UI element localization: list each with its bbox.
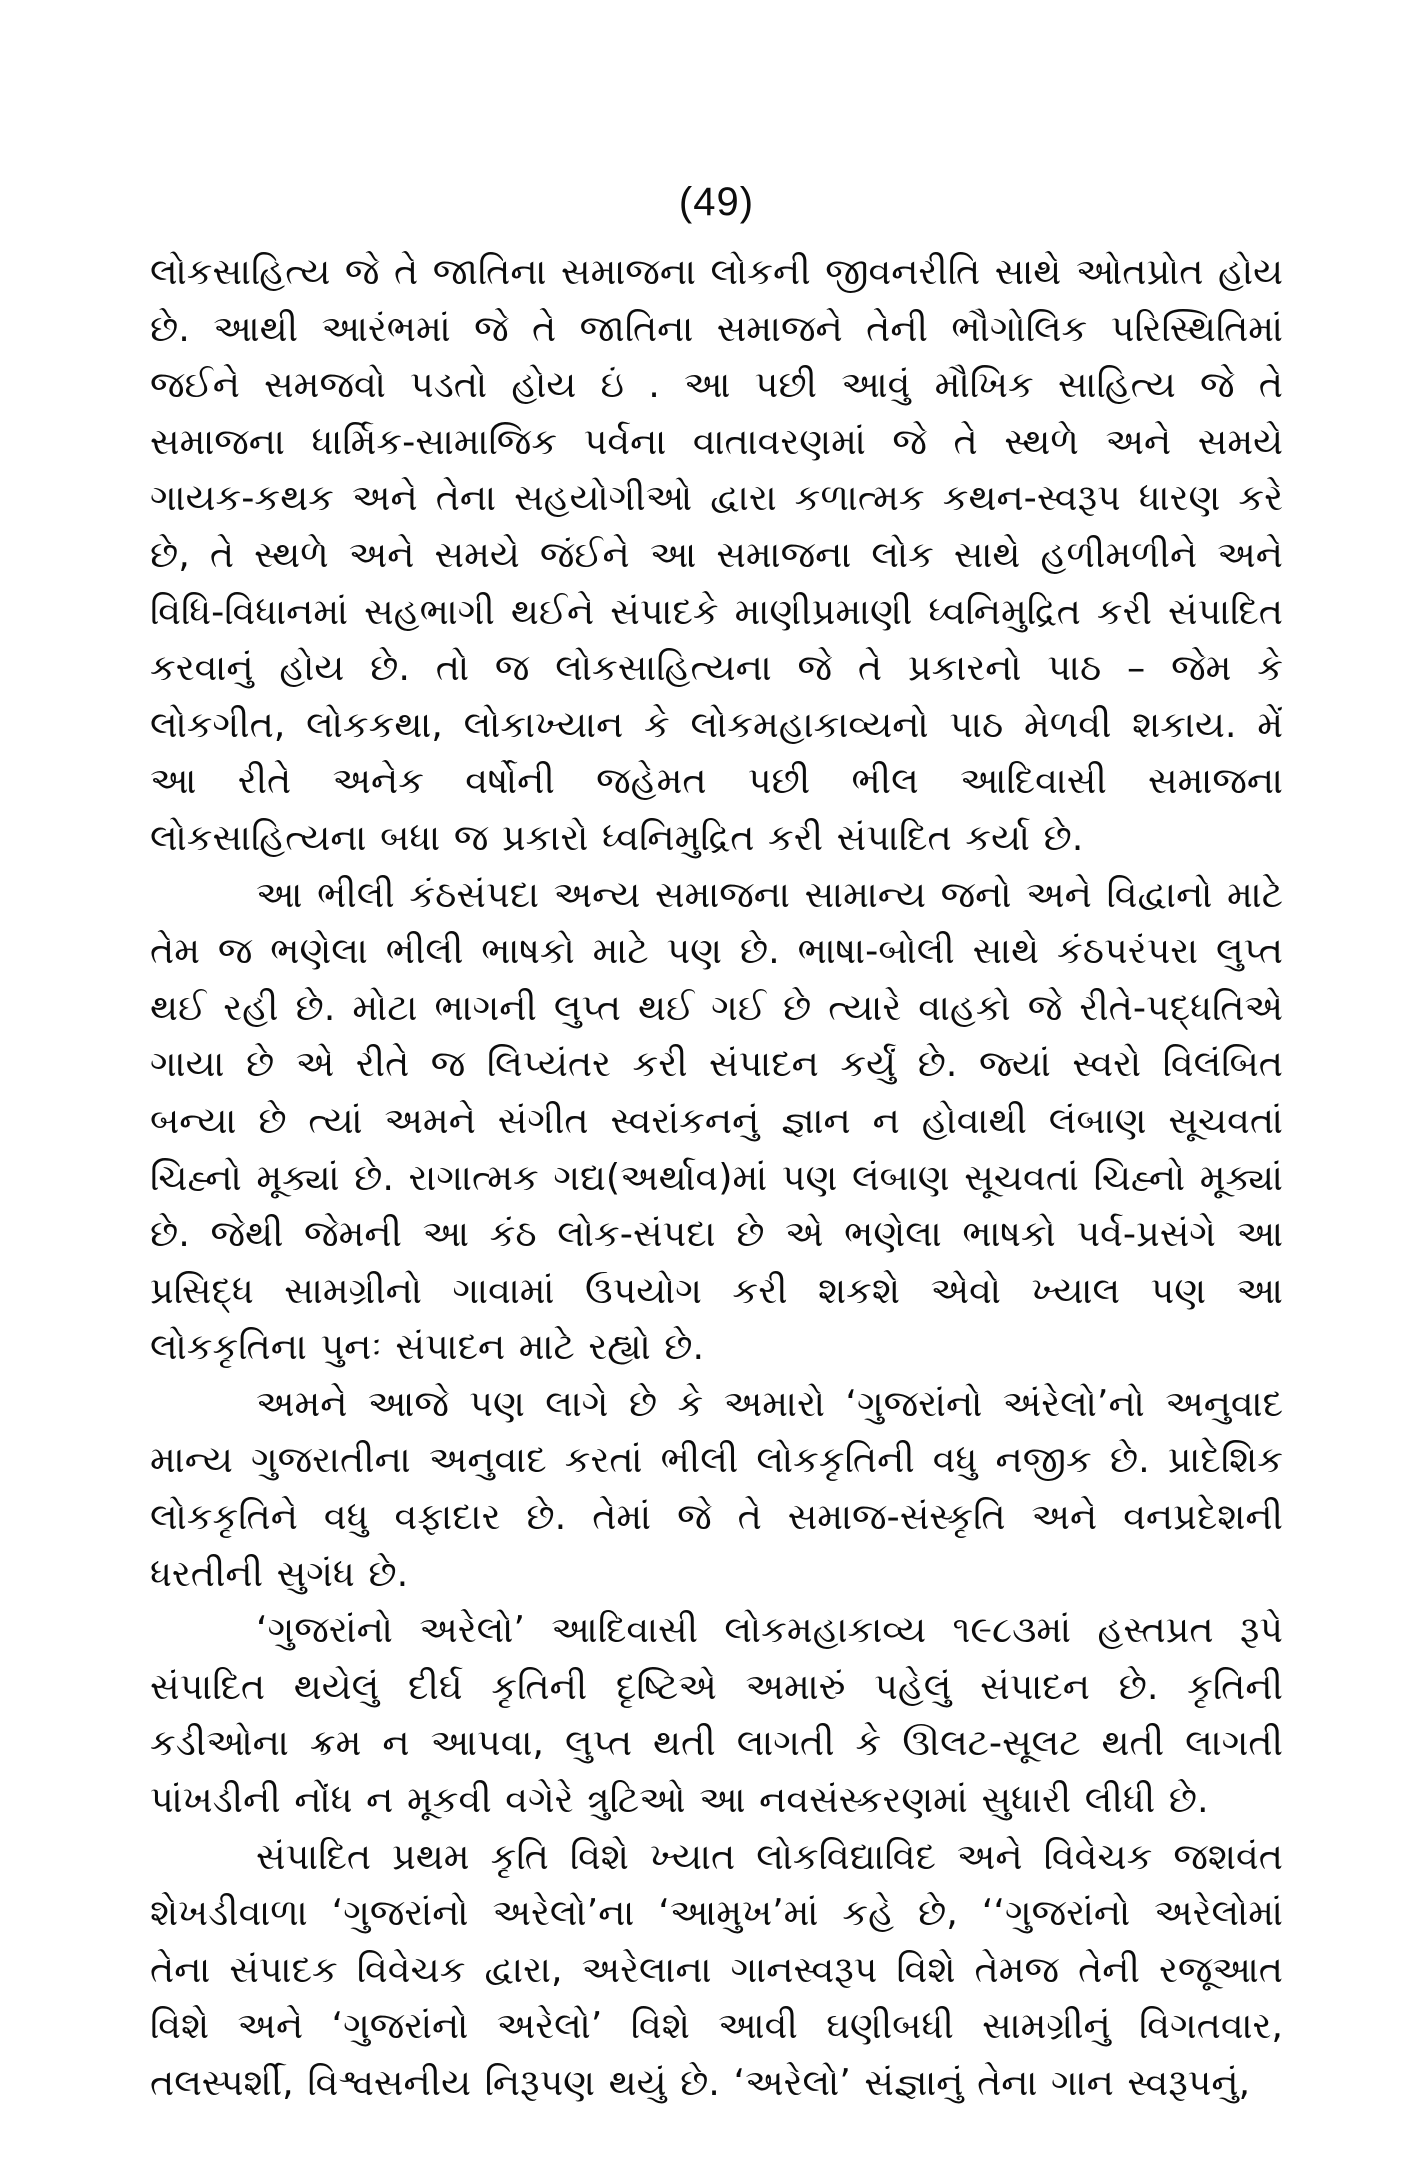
paragraph-2: આ ભીલી કંઠસંપદા અન્ય સમાજના સામાન્ય જનો અને વિદ્વાનો માટે તેમ જ ભણેલા ભીલી ભાષકો માટે પણ છે. ભાષા-બોલી સાથે કંઠપરંપરા લુપ્ત થઈ રહી છે. મોટા ભાગની લુપ્ત થઈ ગઈ છે ત્યારે વાહકો જે રીતે-પદ્ધતિએ ગાયા છે એ રીતે જ લિપ્યંતર કરી સંપાદન કર્યું છે. જ્યાં સ્વરો વિલંબિત બન્યા છે ત્યાં અમને સંગીત સ્વરાંકનનું જ્ઞાન ન હોવાથી લંબાણ સૂચવતાં ચિહ્નો મૂક્યાં છે. રાગાત્મક ગદ્ય(અર્થાવ)માં પણ લંબાણ સૂચવતાં ચિહ્નો મૂક્યાં છે. જેથી જેમની આ કંઠ લોક-સંપદા છે એ ભણેલા ભાષકો પર્વ-પ્રસંગે આ પ્રસિદ્ધ સામગ્રીનો ગાવામાં ઉપયોગ કરી શકશે એવો ખ્યાલ પણ આ લોકકૃતિના પુનઃ સંપાદન માટે રહ્યો છે. [150, 872, 1283, 1369]
paragraph-4: ‘ગુજરાંનો અરેલો’ આદિવાસી લોકમહાકાવ્ય ૧૯૮૩માં હસ્તપ્રત રૂપે સંપાદિત થયેલું દીર્ઘ કૃતિની દૃષ્ટિએ અમારું પહેલું સંપાદન છે. કૃતિની કડીઓના ક્રમ ન આપવા, લુપ્ત થતી લાગતી કે ઊલટ-સૂલટ થતી લાગતી પાંખડીની નોંધ ન મૂકવી વગેરે ત્રુટિઓ આ નવસંસ્કરણમાં સુધારી લીધી છે. [150, 1608, 1283, 1822]
page-number: (49) [678, 180, 755, 224]
paragraph-1: લોકસાહિત્ય જે તે જાતિના સમાજના લોકની જીવનરીતિ સાથે ઓતપ્રોત હોય છે. આથી આરંભમાં જે તે જાતિના સમાજને તેની ભૌગોલિક પરિસ્થિતિમાં જઈને સમજવો પડતો હોય ઇં . આ પછી આવું મૌખિક સાહિત્ય જે તે સમાજના ધાર્મિક-સામાજિક પર્વના વાતાવરણમાં જે તે સ્થળે અને સમયે ગાયક-કથક અને તેના સહયોગીઓ દ્વારા કળાત્મક કથન-સ્વરૂપ ધારણ કરે છે, તે સ્થળે અને સમયે જંઈને આ સમાજના લોક સાથે હળીમળીને અને વિધિ-વિધાનમાં સહભાગી થઈને સંપાદકે માણીપ્રમાણી ધ્વનિમુદ્રિત કરી સંપાદિત કરવાનું હોય છે. તો જ લોકસાહિત્યના જે તે પ્રકારનો પાઠ – જેમ કે લોકગીત, લોકકથા, લોકાખ્યાન કે લોકમહાકાવ્યનો પાઠ મેળવી શકાય. મેં આ રીતે અનેક વર્ષોની જહેમત પછી ભીલ આદિવાસી સમાજના લોકસાહિત્યના બધા જ પ્રકારો ધ્વનિમુદ્રિત કરી સંપાદિત કર્યા છે. [150, 250, 1283, 859]
document-page [150, 178, 1283, 2112]
paragraph-5: સંપાદિત પ્રથમ કૃતિ વિશે ખ્યાત લોકવિદ્યાવિદ અને વિવેચક જશવંત શેખડીવાળા ‘ગુજરાંનો અરેલો’ના ‘આમુખ’માં કહે છે, ‘‘ગુજરાંનો અરેલોમાં તેના સંપાદક વિવેચક દ્વારા, અરેલાના ગાનસ્વરૂપ વિશે તેમજ તેની રજૂઆત વિશે અને ‘ગુજરાંનો અરેલો’ વિશે આવી ઘણીબધી સામગ્રીનું વિગતવાર, તલસ્પર્શી, વિશ્વસનીય નિરૂપણ થયું છે. ‘અરેલો’ સંજ્ઞાનું તેના ગાન સ્વરૂપનું, [150, 1834, 1283, 2104]
paragraph-3: અમને આજે પણ લાગે છે કે અમારો ‘ગુજરાંનો અંરેલો’નો અનુવાદ માન્ય ગુજરાતીના અનુવાદ કરતાં ભીલી લોકકૃતિની વધુ નજીક છે. પ્રાદેશિક લોકકૃતિને વધુ વફાદાર છે. તેમાં જે તે સમાજ-સંસ્કૃતિ અને વનપ્રદેશની ધરતીની સુગંધ છે. [150, 1381, 1283, 1595]
